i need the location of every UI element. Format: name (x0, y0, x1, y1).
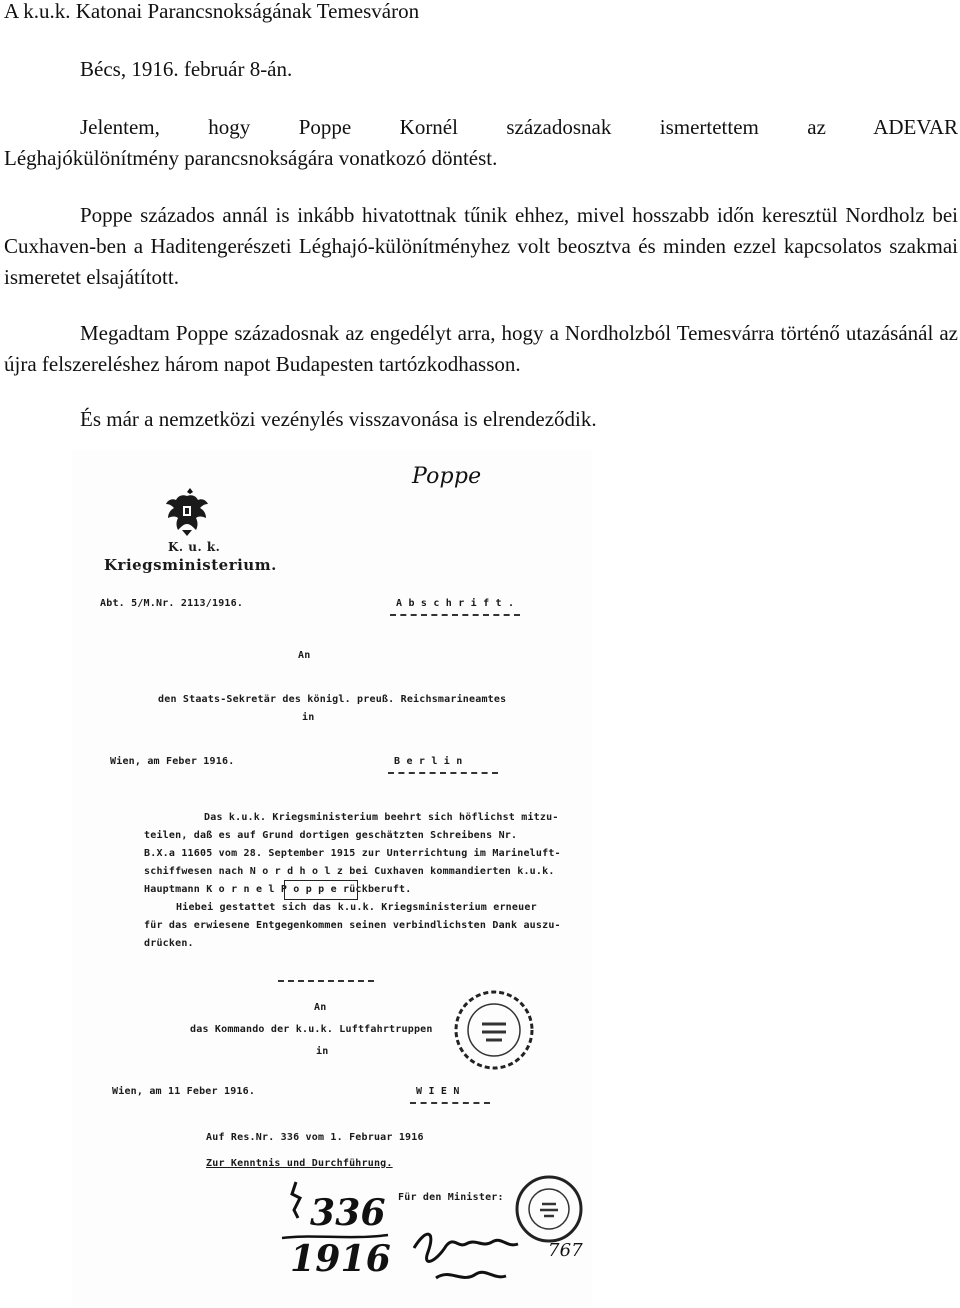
body-line-1: Das k.u.k. Kriegsministerium beehrt sich höflichst mitzu- (204, 812, 559, 823)
body-line-5: Hauptmann K o r n e l P o p p e rückberuft. (144, 884, 412, 895)
copy-label: A b s c h r i f t . (396, 598, 515, 609)
recipient-2: das Kommando der k.u.k. Luftfahrtruppen (190, 1024, 433, 1035)
paragraph-1-line-2: Léghajókülönítmény parancsnokságára vonatkozó döntést. (4, 146, 498, 170)
in-label-1: in (302, 712, 315, 723)
an-label-2: An (314, 1002, 327, 1013)
double-eagle-emblem-icon (164, 486, 210, 538)
handwritten-underline (280, 1232, 390, 1242)
office-header-1: K. u. k. (168, 540, 221, 554)
city-2-underline (410, 1102, 490, 1104)
body-line-4: schiffwesen nach N o r d h o l z bei Cuxhaven kommandierten k.u.k. (144, 866, 555, 877)
handwritten-number: 336 (310, 1192, 386, 1234)
date-line: Bécs, 1916. február 8-án. (80, 57, 293, 81)
city-1-underline (388, 772, 498, 774)
body-line-8: drücken. (144, 938, 194, 949)
body-line-7: für das erwiesene Entgegenkommen seinen verbindlichsten Dank auszu- (144, 920, 561, 931)
office-header-2: Kriegsministerium. (104, 556, 277, 574)
for-minister-label: Für den Minister: (398, 1192, 504, 1203)
addressee-line: A k.u.k. Katonai Parancsnokságának Temesváron (4, 0, 420, 23)
name-box (284, 880, 358, 900)
copy-underline (390, 614, 520, 616)
signature-number: 767 (548, 1240, 583, 1261)
city-1: B e r l i n (394, 756, 463, 767)
handwritten-poppe: Poppe (412, 464, 482, 489)
recipient-1: den Staats-Sekretär des königl. preuß. Reichsmarineamtes (158, 694, 507, 705)
handwritten-year: 1916 (290, 1238, 391, 1280)
body-line-2: teilen, daß es auf Grund dortigen geschätzten Schreibens Nr. (144, 830, 518, 841)
place-date-2: Wien, am 11 Feber 1916. (112, 1086, 256, 1097)
place-date-1: Wien, am Feber 1916. (110, 756, 235, 767)
file-number: Abt. 5/M.Nr. 2113/1916. (100, 598, 244, 609)
an-label-1: An (298, 650, 311, 661)
body-line-3: B.X.a 11605 vom 28. September 1915 zur Unterrichtung im Marineluft- (144, 848, 561, 859)
paragraph-2: Poppe százados annál is inkább hivatottnak tűnik ehhez, mivel hosszabb időn keresztül Nordholz bei Cuxhaven-ben a Haditengerészeti Léghajó-különítményhez volt beosztva és minden ezzel kapcsolatos szakmai ismeretet elsajátított. (4, 203, 958, 289)
in-label-2: in (316, 1046, 329, 1057)
separator (278, 980, 374, 982)
body-line-6: Hiebei gestattet sich das k.u.k. Kriegsministerium erneuer (176, 902, 537, 913)
handwritten-signature (406, 1218, 546, 1298)
city-2: W I E N (416, 1086, 460, 1097)
scanned-document (72, 450, 592, 1306)
flourish-mark (284, 1180, 308, 1220)
paragraph-1-line-1: Jelentem, hogy Poppe Kornél századosnak ismertettem az ADEVAR (80, 115, 958, 139)
paragraph-3: Megadtam Poppe századosnak az engedélyt arra, hogy a Nordholzból Temesvárra történő utazásánál az újra felszereléshez három napot Budapesten tartózkodhasson. (4, 321, 958, 376)
acknowledgement-line: Zur Kenntnis und Durchführung. (206, 1158, 393, 1169)
paragraph-4: És már a nemzetközi vezénylés visszavonása is elrendeződik. (80, 407, 597, 431)
reference-line: Auf Res.Nr. 336 vom 1. Februar 1916 (206, 1132, 424, 1143)
round-stamp (452, 988, 536, 1072)
